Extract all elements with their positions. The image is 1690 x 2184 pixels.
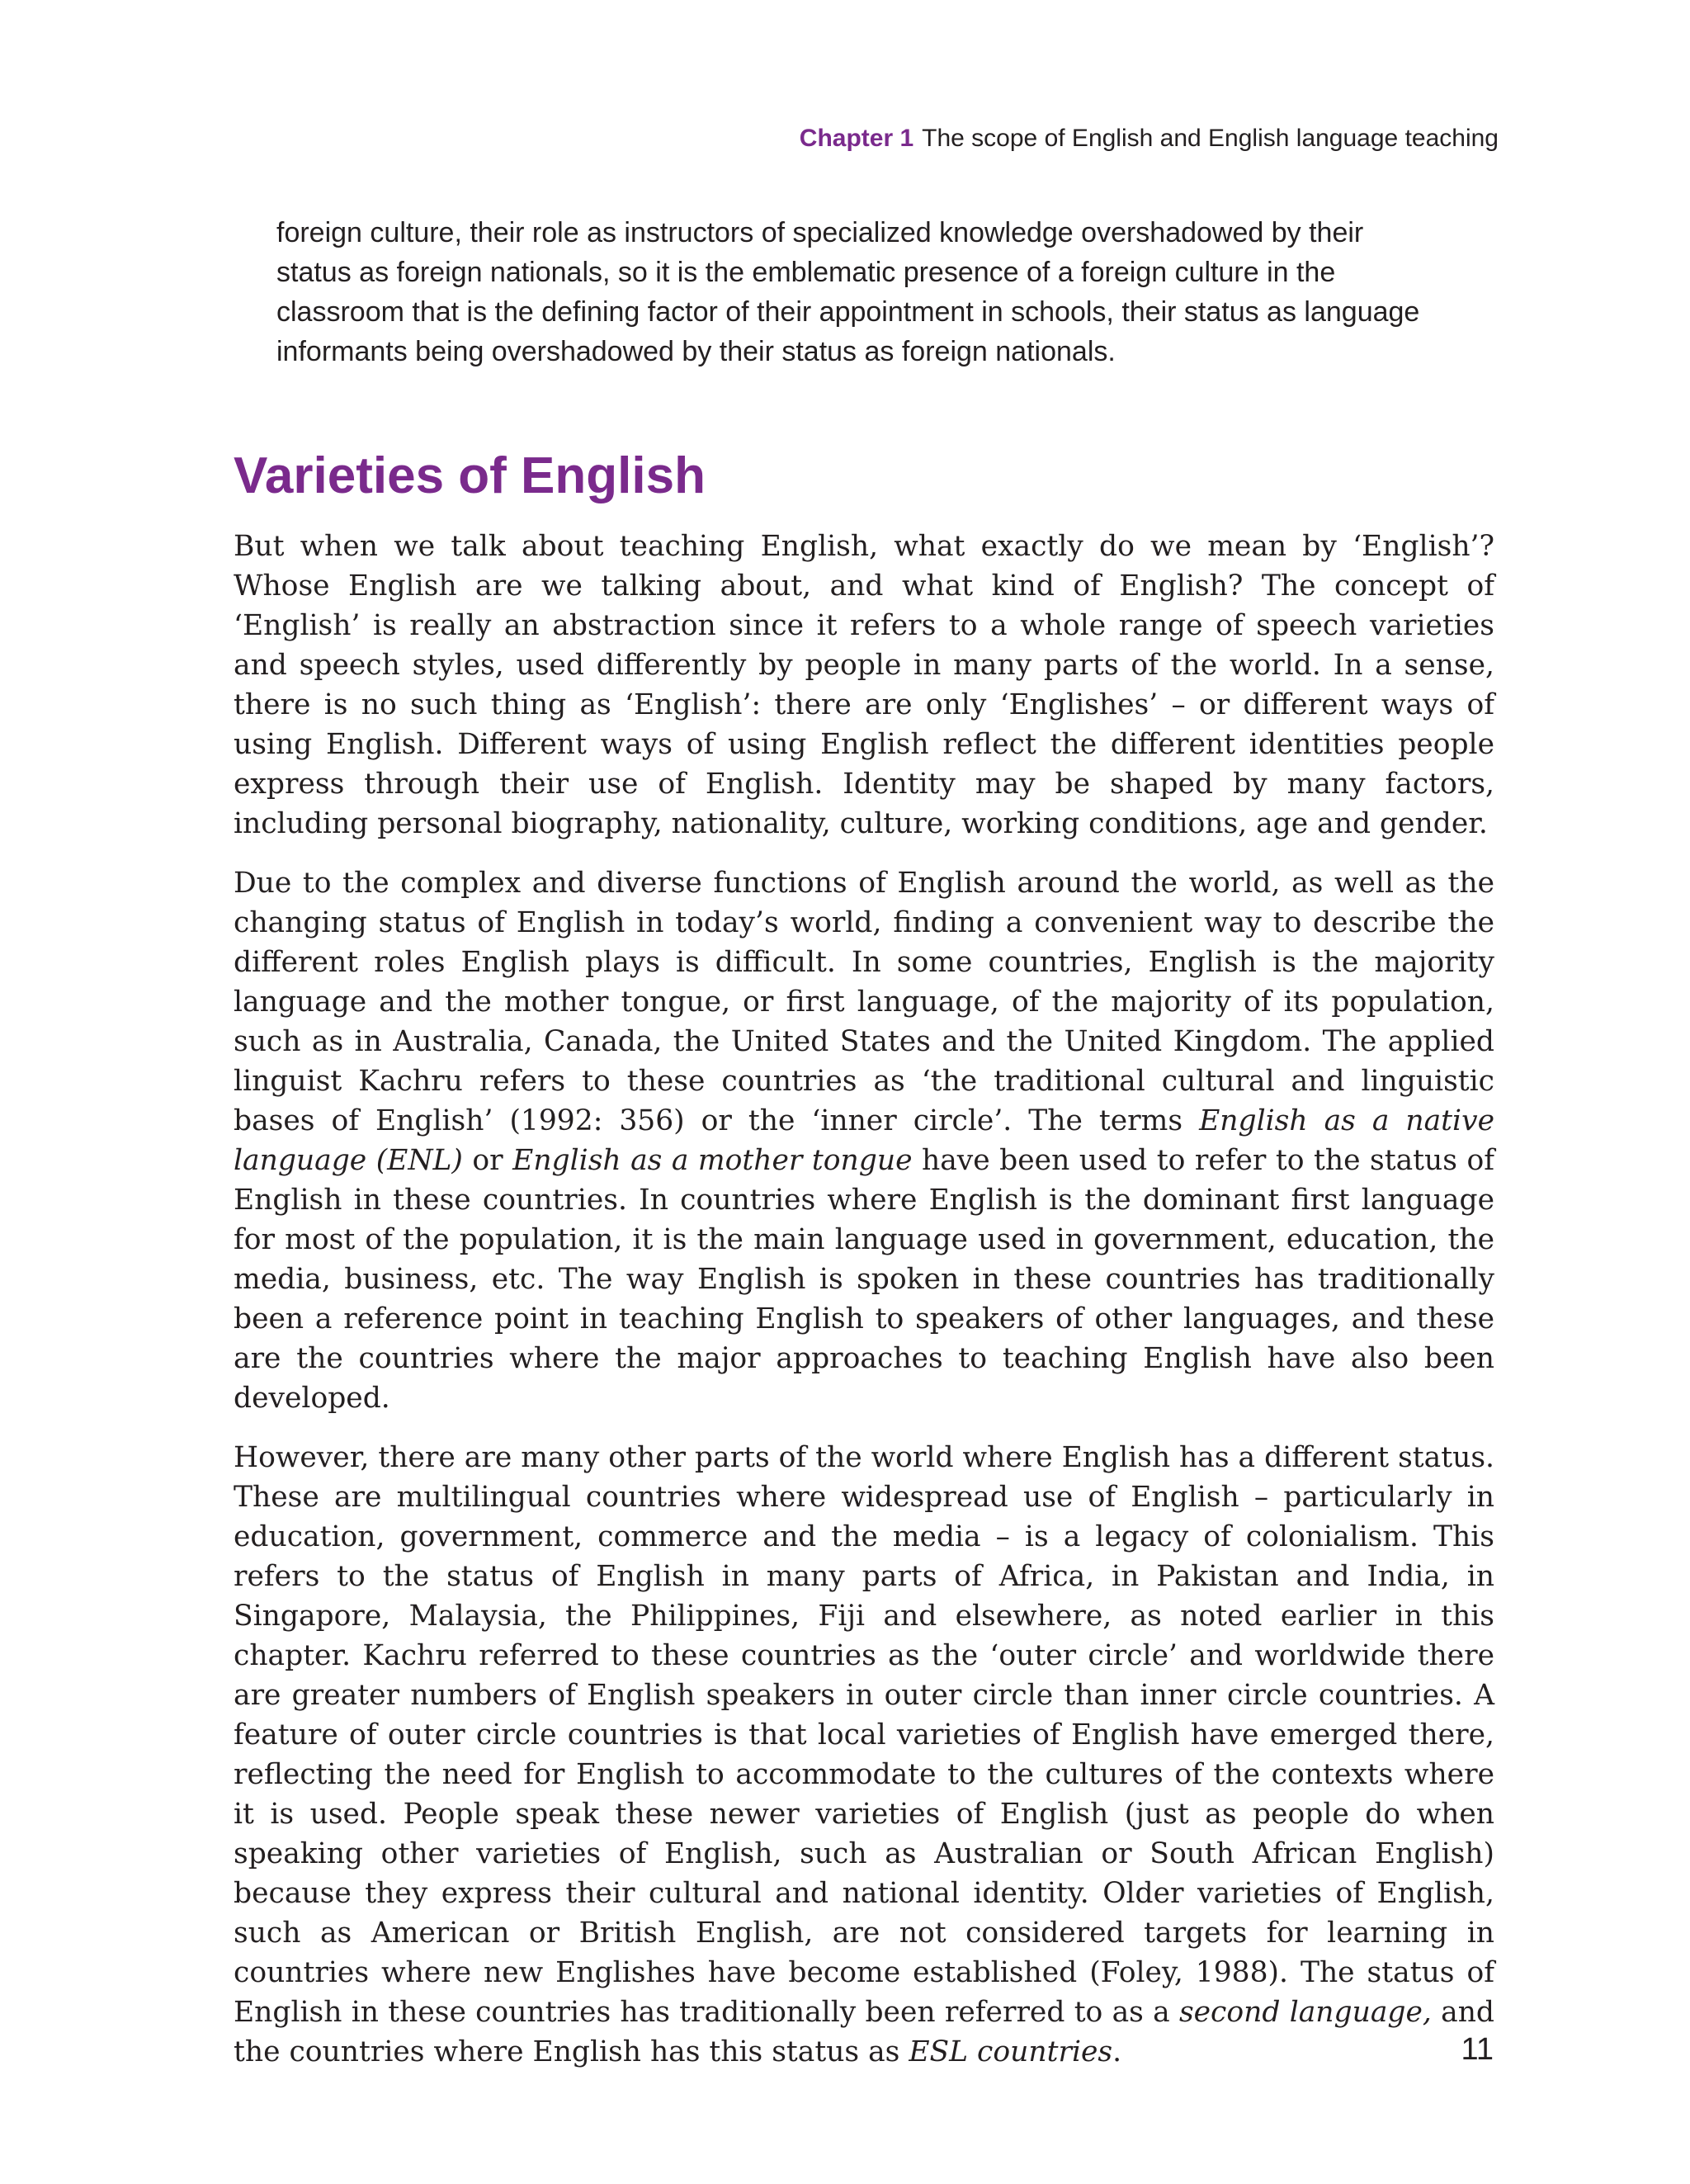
paragraph-2-term-mother-tongue: English as a mother tongue — [512, 1144, 913, 1177]
paragraph-2-text-c: have been used to refer to the status of English in these countries. In countries where English is the dominant first language for most of the population, it is the main language used in government, education, the media, business, etc. The way English is spoken in these countries has traditionally been a reference point in teaching English to speakers of other languages, and these are the countries where the major approaches to teaching English have also been developed. — [234, 1144, 1494, 1415]
running-head — [800, 124, 1499, 154]
paragraph-3-text-a: However, there are many other parts of the world where English has a different status. These are multilingual countries where widespread use of English – particularly in education, government, commerce and the media – is a legacy of colonialism. This refers to the status of English in many parts of Africa, in Pakistan and India, in Singapore, Malaysia, the Philippines, Fiji and elsewhere, as noted earlier in this chapter. Kachru referred to these countries as the ‘outer circle’ and worldwide there are greater numbers of English speakers in outer circle than inner circle countries. A feature of outer circle countries is that local varieties of English have emerged there, reflecting the need for English to accommodate to the cultures of the contexts where it is used. People speak these newer varieties of English (just as people do when speaking other varieties of English, such as Australian or South African English) because they express their cultural and national identity. Older varieties of English, such as American or British English, are not considered targets for learning in countries where new Englishes have become established (Foley, 1988). The status of English in these countries has traditionally been referred to as a — [234, 1441, 1494, 2029]
paragraph-2-text-a: Due to the complex and diverse functions of English around the world, as well as the changing status of English in today’s world, finding a convenient way to describe the different roles English plays is difficult. In some countries, English is the majority language and the mother tongue, or first language, of the majority of its population, such as in Australia, Canada, the United States and the United Kingdom. The applied linguist Kachru refers to these countries as ‘the traditional cultural and linguistic bases of English’ (1992: 356) or the ‘inner circle’. The terms — [234, 867, 1494, 1137]
paragraph-2 — [234, 863, 1494, 1418]
paragraph-3-text-b: and the countries where English has this status as — [234, 1996, 1495, 2068]
paragraph-3-term-esl-countries: ESL countries — [909, 2035, 1113, 2068]
section-body — [234, 527, 1494, 2092]
paragraph-3 — [234, 1438, 1494, 2072]
paragraph-3-term-second-language: second language, — [1178, 1996, 1432, 2029]
paragraph-2-text-b: or — [462, 1144, 513, 1177]
section-heading: Varieties of English — [234, 447, 706, 504]
paragraph-3-text-c: . — [1112, 2035, 1122, 2068]
paragraph-2-term-enl: English as a native language (ENL) — [234, 1104, 1494, 1177]
page-number: 11 — [1461, 2032, 1494, 2067]
paragraph-1: But when we talk about teaching English, what exactly do we mean by ‘English’? Whose English are we talking about, and what kind of English? The concept of ‘English’ is really an abstraction since it refers to a whole range of speech varieties and speech styles, used differently by people in many parts of the world. In a sense, there is no such thing as ‘English’: there are only ‘Englishes’ – or different ways of using English. Different ways of using English reflect the different identities people express through their use of English. Identity may be shaped by many factors, including personal biography, nationality, culture, working conditions, age and gender. — [234, 530, 1494, 840]
running-head-title: The scope of English and English language teaching — [922, 125, 1499, 152]
block-quote: foreign culture, their role as instructors of specialized knowledge overshadowed by their status as foreign nationals, so it is the emblematic presence of a foreign culture in the classroom that is the defining factor of their appointment in schools, their status as language informants being overshadowed by their status as foreign nationals. — [276, 217, 1420, 367]
running-head-chapter: Chapter 1 — [799, 125, 914, 152]
